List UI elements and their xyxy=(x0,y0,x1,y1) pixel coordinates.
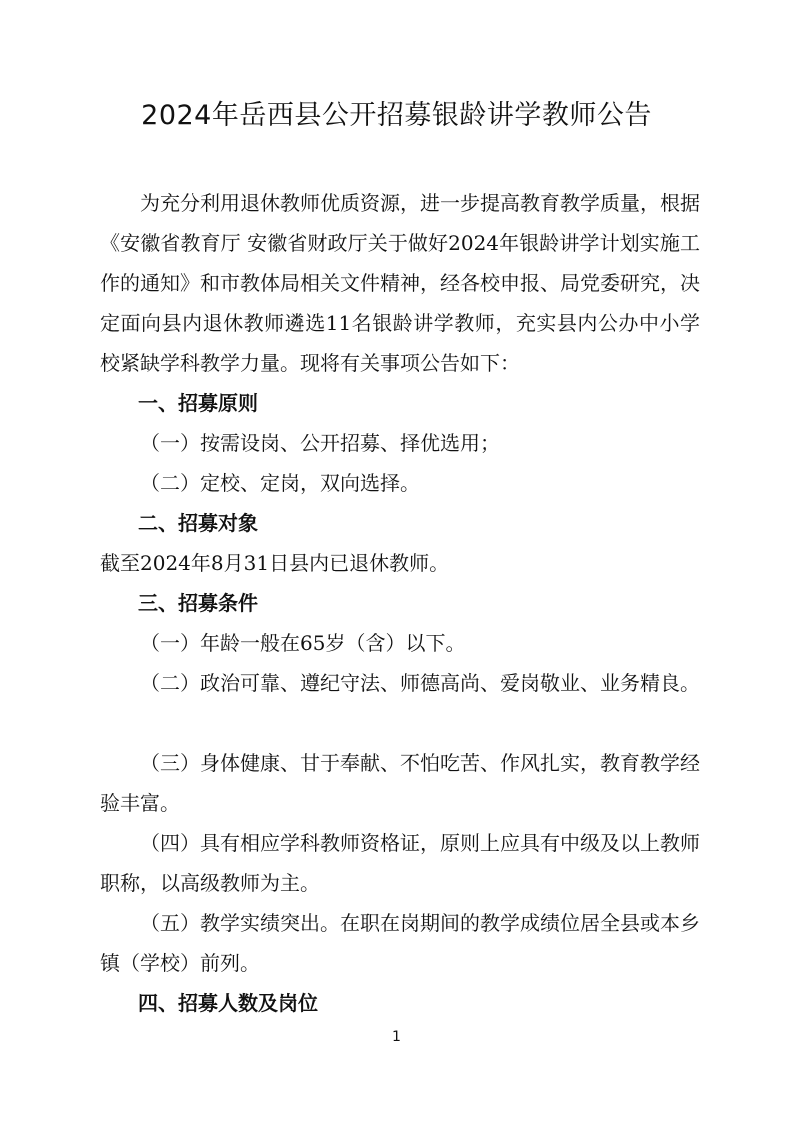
target-item-1: 截至2024年8月31日县内已退休教师。 xyxy=(100,551,450,575)
condition-item-5: （五）教学实绩突出。在职在岗期间的教学成绩位居全县或本乡镇（学校）前列。 xyxy=(100,911,700,975)
condition-item-3: （三）身体健康、甘于奉献、不怕吃苦、作风扎实，教育教学经验丰富。 xyxy=(100,751,700,815)
condition-item-2: （二）政治可靠、遵纪守法、师德高尚、爱岗敬业、业务精良。 xyxy=(140,671,700,695)
section-heading-targets: 二、招募对象 xyxy=(138,511,258,535)
principle-item-1: （一）按需设岗、公开招募、择优选用； xyxy=(140,431,500,455)
intro-paragraph: 为充分利用退休教师优质资源，进一步提高教育教学质量，根据《安徽省教育厅 安徽省财政厅关于做好2024年银龄讲学计划实施工作的通知》和市教体局相关文件精神，经各校申报、局党委研究，决定面向县内退休教师遴选11名银龄讲学教师，充实县内公办中小学校紧缺学科教学力量。现将有关事项公告如下： xyxy=(100,191,700,375)
section-heading-positions: 四、招募人数及岗位 xyxy=(138,991,318,1015)
section-heading-principles: 一、招募原则 xyxy=(138,391,258,415)
section-heading-conditions: 三、招募条件 xyxy=(138,591,258,615)
document-title: 2024年岳西县公开招募银龄讲学教师公告 xyxy=(141,100,652,131)
principle-item-2: （二）定校、定岗，双向选择。 xyxy=(140,471,420,495)
page-number: 1 xyxy=(392,1029,401,1045)
condition-item-1: （一）年龄一般在65岁（含）以下。 xyxy=(140,631,466,655)
condition-item-4: （四）具有相应学科教师资格证，原则上应具有中级及以上教师职称，以高级教师为主。 xyxy=(100,831,700,895)
